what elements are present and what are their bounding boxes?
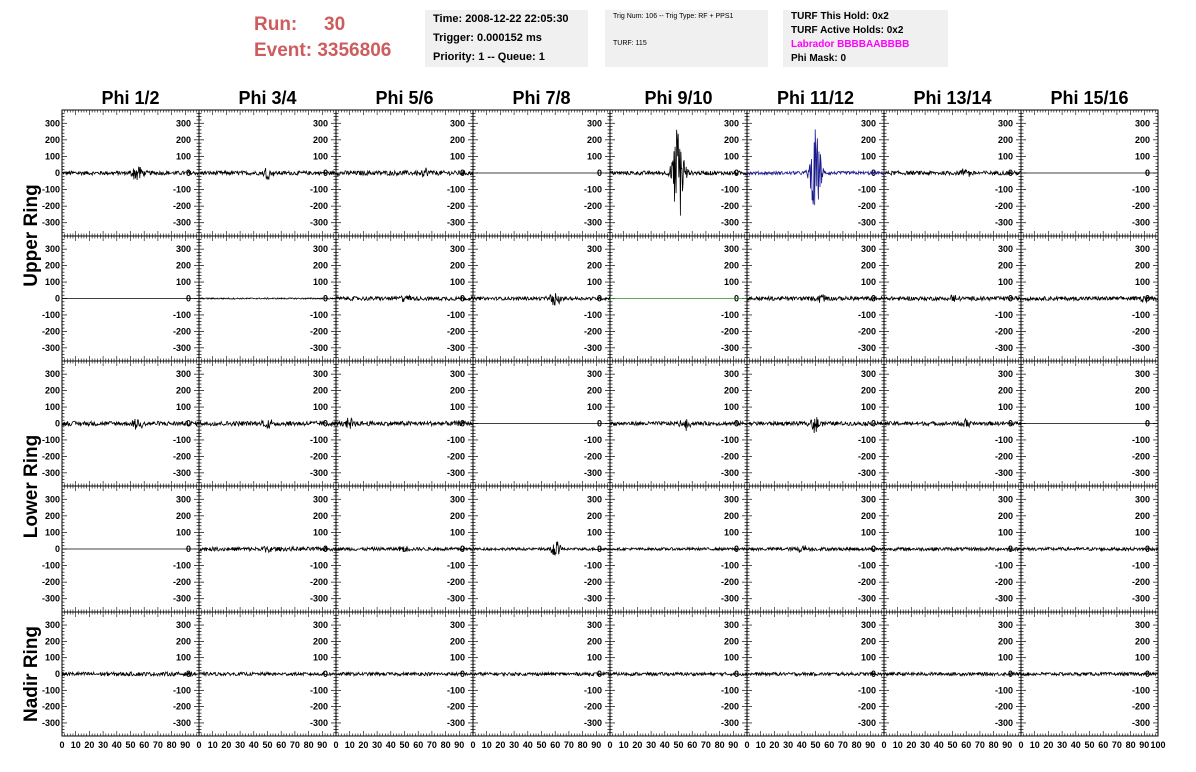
y-tick-label: -100: [41, 434, 60, 445]
waveform-trace: [336, 418, 473, 429]
y-tick-label: 0: [185, 418, 191, 429]
y-tick-label: 200: [44, 260, 60, 271]
waveform-trace: [336, 168, 473, 178]
y-tick-label: 0: [54, 544, 60, 554]
y-tick-label: -200: [446, 451, 465, 462]
y-tick-label: -200: [309, 201, 328, 212]
y-tick-label: -300: [994, 467, 1013, 478]
column-title: Phi 1/2: [101, 88, 160, 108]
y-tick-label: -200: [583, 201, 602, 212]
waveform-trace: [884, 419, 1021, 427]
y-tick-label: 300: [44, 494, 60, 505]
y-tick-label: 100: [860, 402, 876, 413]
run-value: 30: [324, 14, 346, 35]
y-tick-label: -300: [309, 593, 328, 604]
y-tick-label: -300: [446, 593, 465, 604]
y-tick-label: 100: [44, 151, 60, 162]
waveform-trace: [199, 420, 336, 429]
y-tick-label: 0: [1007, 168, 1013, 178]
y-tick-label: 300: [723, 244, 739, 255]
y-tick-label: 100: [586, 151, 602, 162]
y-tick-label: -100: [994, 309, 1013, 320]
y-tick-label: -100: [720, 434, 739, 445]
y-tick-label: 200: [44, 134, 60, 145]
y-tick-label: 300: [997, 369, 1013, 380]
waveform-trace: [1021, 293, 1158, 304]
y-tick-label: 300: [312, 494, 328, 505]
y-tick-label: -200: [172, 201, 191, 212]
y-tick-label: 200: [449, 134, 465, 145]
waveform-trace: [199, 547, 336, 553]
y-tick-label: 0: [459, 168, 465, 178]
y-tick-label: 100: [449, 277, 465, 288]
y-tick-label: 200: [997, 260, 1013, 271]
y-tick-label: 0: [1007, 293, 1013, 304]
y-tick-label: -100: [857, 434, 876, 445]
y-tick-label: 0: [322, 544, 328, 554]
y-tick-label: 0: [1144, 293, 1150, 304]
y-tick-label: -300: [583, 217, 602, 228]
y-tick-label: -100: [309, 560, 328, 571]
y-tick-label: 300: [723, 118, 739, 129]
y-tick-label: 100: [997, 402, 1013, 413]
column-title: Phi 5/6: [375, 88, 434, 108]
waveform-trace: [62, 167, 199, 180]
y-tick-label: -100: [41, 560, 60, 571]
y-tick-label: 200: [312, 260, 328, 271]
y-tick-label: -100: [172, 434, 191, 445]
y-tick-label: -100: [446, 184, 465, 195]
y-tick-label: -300: [857, 342, 876, 353]
y-tick-label: -200: [720, 201, 739, 212]
y-tick-label: 100: [723, 277, 739, 288]
y-tick-label: 200: [860, 134, 876, 145]
y-tick-label: 300: [860, 118, 876, 129]
y-tick-label: 0: [185, 168, 191, 178]
y-tick-label: 0: [54, 168, 60, 178]
y-tick-label: 200: [860, 385, 876, 396]
y-tick-label: 100: [44, 402, 60, 413]
y-tick-label: -200: [720, 326, 739, 337]
ring-label: Nadir Ring: [21, 625, 42, 723]
y-tick-label: -300: [41, 342, 60, 353]
y-tick-label: -100: [857, 309, 876, 320]
y-tick-label: 300: [723, 369, 739, 380]
y-tick-label: 0: [1007, 418, 1013, 429]
labrador-text: Labrador BBBBAABBBB: [791, 39, 910, 50]
y-tick-label: 300: [1134, 244, 1150, 255]
y-tick-label: -300: [994, 217, 1013, 228]
y-tick-label: -100: [309, 434, 328, 445]
y-tick-label: -100: [720, 184, 739, 195]
phi-mask-text: Phi Mask: 0: [791, 53, 847, 64]
y-tick-label: -100: [994, 184, 1013, 195]
y-tick-label: -200: [41, 451, 60, 462]
y-tick-label: -300: [720, 467, 739, 478]
y-tick-label: 100: [1134, 277, 1150, 288]
y-tick-label: 200: [312, 134, 328, 145]
y-tick-label: -300: [309, 342, 328, 353]
y-tick-label: -300: [1131, 342, 1150, 353]
y-tick-label: 300: [860, 369, 876, 380]
y-tick-label: 0: [322, 293, 328, 304]
y-tick-label: 100: [175, 527, 191, 538]
y-tick-label: -100: [446, 560, 465, 571]
y-tick-label: 200: [175, 385, 191, 396]
y-tick-label: -300: [41, 467, 60, 478]
y-tick-label: 300: [312, 369, 328, 380]
y-tick-label: 0: [54, 293, 60, 304]
y-tick-label: -200: [172, 326, 191, 337]
y-tick-label: -100: [1131, 184, 1150, 195]
y-tick-label: 100: [860, 151, 876, 162]
ring-label: Lower Ring: [21, 434, 42, 539]
y-tick-label: 300: [586, 118, 602, 129]
y-tick-label: 100: [312, 277, 328, 288]
y-tick-label: 200: [997, 134, 1013, 145]
y-tick-label: -200: [1131, 201, 1150, 212]
y-tick-label: 300: [44, 369, 60, 380]
y-tick-label: 0: [322, 418, 328, 429]
y-tick-label: -200: [446, 201, 465, 212]
y-tick-label: -200: [857, 451, 876, 462]
y-tick-label: 300: [997, 244, 1013, 255]
waveform-trace: [473, 293, 610, 305]
y-tick-label: 100: [312, 402, 328, 413]
waveform-trace: [62, 419, 199, 430]
y-tick-label: -300: [857, 467, 876, 478]
waveform-trace: [884, 169, 1021, 177]
y-tick-label: -200: [41, 326, 60, 337]
y-tick-label: 300: [449, 494, 465, 505]
y-tick-label: -300: [446, 342, 465, 353]
y-tick-label: 100: [449, 527, 465, 538]
run-label: Run:: [254, 14, 298, 35]
y-tick-label: 200: [312, 510, 328, 521]
y-tick-label: 300: [175, 244, 191, 255]
y-tick-label: 200: [312, 385, 328, 396]
y-tick-label: -200: [994, 451, 1013, 462]
y-tick-label: -200: [446, 326, 465, 337]
y-tick-label: -100: [1131, 434, 1150, 445]
event-value: 3356806: [317, 40, 392, 61]
y-tick-label: 0: [1144, 168, 1150, 178]
y-tick-label: -200: [720, 451, 739, 462]
y-tick-label: 0: [733, 418, 739, 429]
y-tick-label: 300: [175, 494, 191, 505]
y-tick-label: 200: [723, 385, 739, 396]
y-tick-label: 200: [1134, 260, 1150, 271]
y-tick-label: 200: [860, 260, 876, 271]
y-tick-label: 300: [449, 118, 465, 129]
y-tick-label: -100: [172, 184, 191, 195]
y-tick-label: 300: [860, 244, 876, 255]
y-tick-label: 0: [459, 293, 465, 304]
y-tick-label: 0: [870, 168, 876, 178]
y-tick-label: 100: [175, 402, 191, 413]
y-tick-label: -200: [172, 577, 191, 588]
y-tick-label: -300: [720, 342, 739, 353]
y-tick-label: 300: [449, 244, 465, 255]
column-title: Phi 9/10: [644, 88, 713, 108]
y-tick-label: 300: [175, 369, 191, 380]
y-tick-label: 0: [322, 168, 328, 178]
priority-text: Priority: 1 -- Queue: 1: [433, 51, 545, 63]
y-tick-label: -200: [1131, 451, 1150, 462]
time-text: Time: 2008-12-22 22:05:30: [433, 13, 569, 25]
y-tick-label: 300: [175, 118, 191, 129]
y-tick-label: 0: [185, 293, 191, 304]
y-tick-label: -300: [172, 342, 191, 353]
trigger-text: Trigger: 0.000152 ms: [433, 32, 542, 44]
y-tick-label: 0: [733, 168, 739, 178]
y-tick-label: 300: [44, 118, 60, 129]
y-tick-label: -300: [446, 467, 465, 478]
y-tick-label: -100: [583, 309, 602, 320]
y-tick-label: 200: [1134, 134, 1150, 145]
y-tick-label: -100: [172, 560, 191, 571]
y-tick-label: 200: [586, 134, 602, 145]
y-tick-label: -300: [172, 593, 191, 604]
column-title: Phi 3/4: [238, 88, 297, 108]
y-tick-label: -300: [41, 593, 60, 604]
y-tick-label: 0: [596, 418, 602, 429]
y-tick-label: -100: [41, 309, 60, 320]
y-tick-label: 200: [997, 385, 1013, 396]
y-tick-label: 300: [312, 244, 328, 255]
y-tick-label: 0: [733, 293, 739, 304]
turf-active-holds-text: TURF Active Holds: 0x2: [791, 25, 904, 36]
y-tick-label: 100: [312, 151, 328, 162]
y-tick-label: 300: [449, 369, 465, 380]
y-tick-label: -100: [583, 184, 602, 195]
y-tick-label: 200: [449, 260, 465, 271]
trig-num-text: Trig Num: 106 -- Trig Type: RF + PPS1: [613, 13, 734, 20]
y-tick-label: -300: [1131, 217, 1150, 228]
y-tick-label: 200: [44, 510, 60, 521]
y-tick-label: -200: [583, 326, 602, 337]
y-tick-label: 300: [586, 244, 602, 255]
y-tick-label: -200: [41, 201, 60, 212]
y-tick-label: 0: [870, 418, 876, 429]
column-title: Phi 7/8: [512, 88, 571, 108]
y-tick-label: 300: [1134, 369, 1150, 380]
y-tick-label: 200: [175, 134, 191, 145]
y-tick-label: 300: [1134, 118, 1150, 129]
y-tick-label: -300: [857, 217, 876, 228]
y-tick-label: 200: [723, 260, 739, 271]
y-tick-label: 0: [185, 544, 191, 554]
y-tick-label: -300: [172, 467, 191, 478]
y-tick-label: 100: [586, 402, 602, 413]
y-tick-label: 200: [175, 260, 191, 271]
y-tick-label: 200: [449, 385, 465, 396]
y-tick-label: -300: [41, 217, 60, 228]
y-tick-label: 200: [723, 134, 739, 145]
y-tick-label: -100: [857, 184, 876, 195]
y-tick-label: -200: [309, 451, 328, 462]
y-tick-label: -100: [583, 434, 602, 445]
waveform-trace: [747, 294, 884, 303]
y-tick-label: 100: [1134, 151, 1150, 162]
y-tick-label: -200: [446, 577, 465, 588]
waveform-trace: [199, 168, 336, 180]
y-tick-label: 100: [723, 402, 739, 413]
y-tick-label: 0: [596, 168, 602, 178]
y-tick-label: -300: [309, 217, 328, 228]
y-tick-label: 100: [997, 151, 1013, 162]
y-tick-label: -300: [309, 467, 328, 478]
y-tick-label: 100: [175, 151, 191, 162]
waveform-trace: [884, 295, 1021, 302]
y-tick-label: 200: [586, 385, 602, 396]
y-tick-label: 100: [586, 277, 602, 288]
y-tick-label: 200: [175, 510, 191, 521]
y-tick-label: -200: [994, 201, 1013, 212]
y-tick-label: 200: [449, 510, 465, 521]
waveform-trace: [747, 417, 884, 433]
y-tick-label: -100: [446, 309, 465, 320]
y-tick-label: 0: [870, 293, 876, 304]
turf-text: TURF: 115: [613, 40, 647, 47]
waveform-trace: [336, 293, 473, 304]
y-tick-label: 0: [459, 544, 465, 554]
y-tick-label: -200: [1131, 326, 1150, 337]
y-tick-label: -100: [720, 309, 739, 320]
y-tick-label: -200: [309, 326, 328, 337]
y-tick-label: 300: [997, 118, 1013, 129]
y-tick-label: -100: [1131, 309, 1150, 320]
y-tick-label: -100: [41, 184, 60, 195]
y-tick-label: -100: [172, 309, 191, 320]
y-tick-label: -300: [172, 217, 191, 228]
y-tick-label: -200: [857, 201, 876, 212]
y-tick-label: 300: [44, 244, 60, 255]
turf-this-hold-text: TURF This Hold: 0x2: [791, 11, 889, 22]
y-tick-label: 100: [44, 277, 60, 288]
y-tick-label: 100: [1134, 402, 1150, 413]
y-tick-label: 100: [312, 527, 328, 538]
y-tick-label: -300: [994, 342, 1013, 353]
y-tick-label: 0: [459, 418, 465, 429]
event-label: Event:: [254, 40, 313, 61]
y-tick-label: -300: [720, 217, 739, 228]
y-tick-label: 100: [175, 277, 191, 288]
y-tick-label: 100: [449, 402, 465, 413]
column-title: Phi 15/16: [1050, 88, 1129, 108]
y-tick-label: 100: [860, 277, 876, 288]
y-tick-label: 200: [44, 385, 60, 396]
y-tick-label: -300: [583, 342, 602, 353]
y-tick-label: -200: [309, 577, 328, 588]
y-tick-label: -200: [583, 451, 602, 462]
y-tick-label: 100: [997, 277, 1013, 288]
y-tick-label: 200: [586, 260, 602, 271]
y-tick-label: -200: [41, 577, 60, 588]
y-tick-label: 100: [723, 151, 739, 162]
y-tick-label: -200: [994, 326, 1013, 337]
y-tick-label: -300: [583, 467, 602, 478]
y-tick-label: -100: [309, 184, 328, 195]
y-tick-label: -300: [1131, 467, 1150, 478]
y-tick-label: 0: [596, 293, 602, 304]
y-tick-label: 300: [312, 118, 328, 129]
y-tick-label: -200: [857, 326, 876, 337]
column-title: Phi 13/14: [913, 88, 992, 108]
ring-label: Upper Ring: [21, 184, 42, 287]
y-tick-label: -200: [172, 451, 191, 462]
y-tick-label: 200: [1134, 385, 1150, 396]
waveform-trace: [199, 298, 336, 299]
y-tick-label: 100: [449, 151, 465, 162]
y-tick-label: 300: [586, 369, 602, 380]
y-tick-label: -100: [309, 309, 328, 320]
y-tick-label: -100: [446, 434, 465, 445]
y-tick-label: 100: [44, 527, 60, 538]
y-tick-label: -100: [994, 434, 1013, 445]
y-tick-label: 0: [1144, 418, 1150, 429]
waveform-trace: [610, 419, 747, 431]
column-title: Phi 11/12: [776, 88, 855, 108]
y-tick-label: 0: [54, 418, 60, 429]
y-tick-label: -300: [446, 217, 465, 228]
